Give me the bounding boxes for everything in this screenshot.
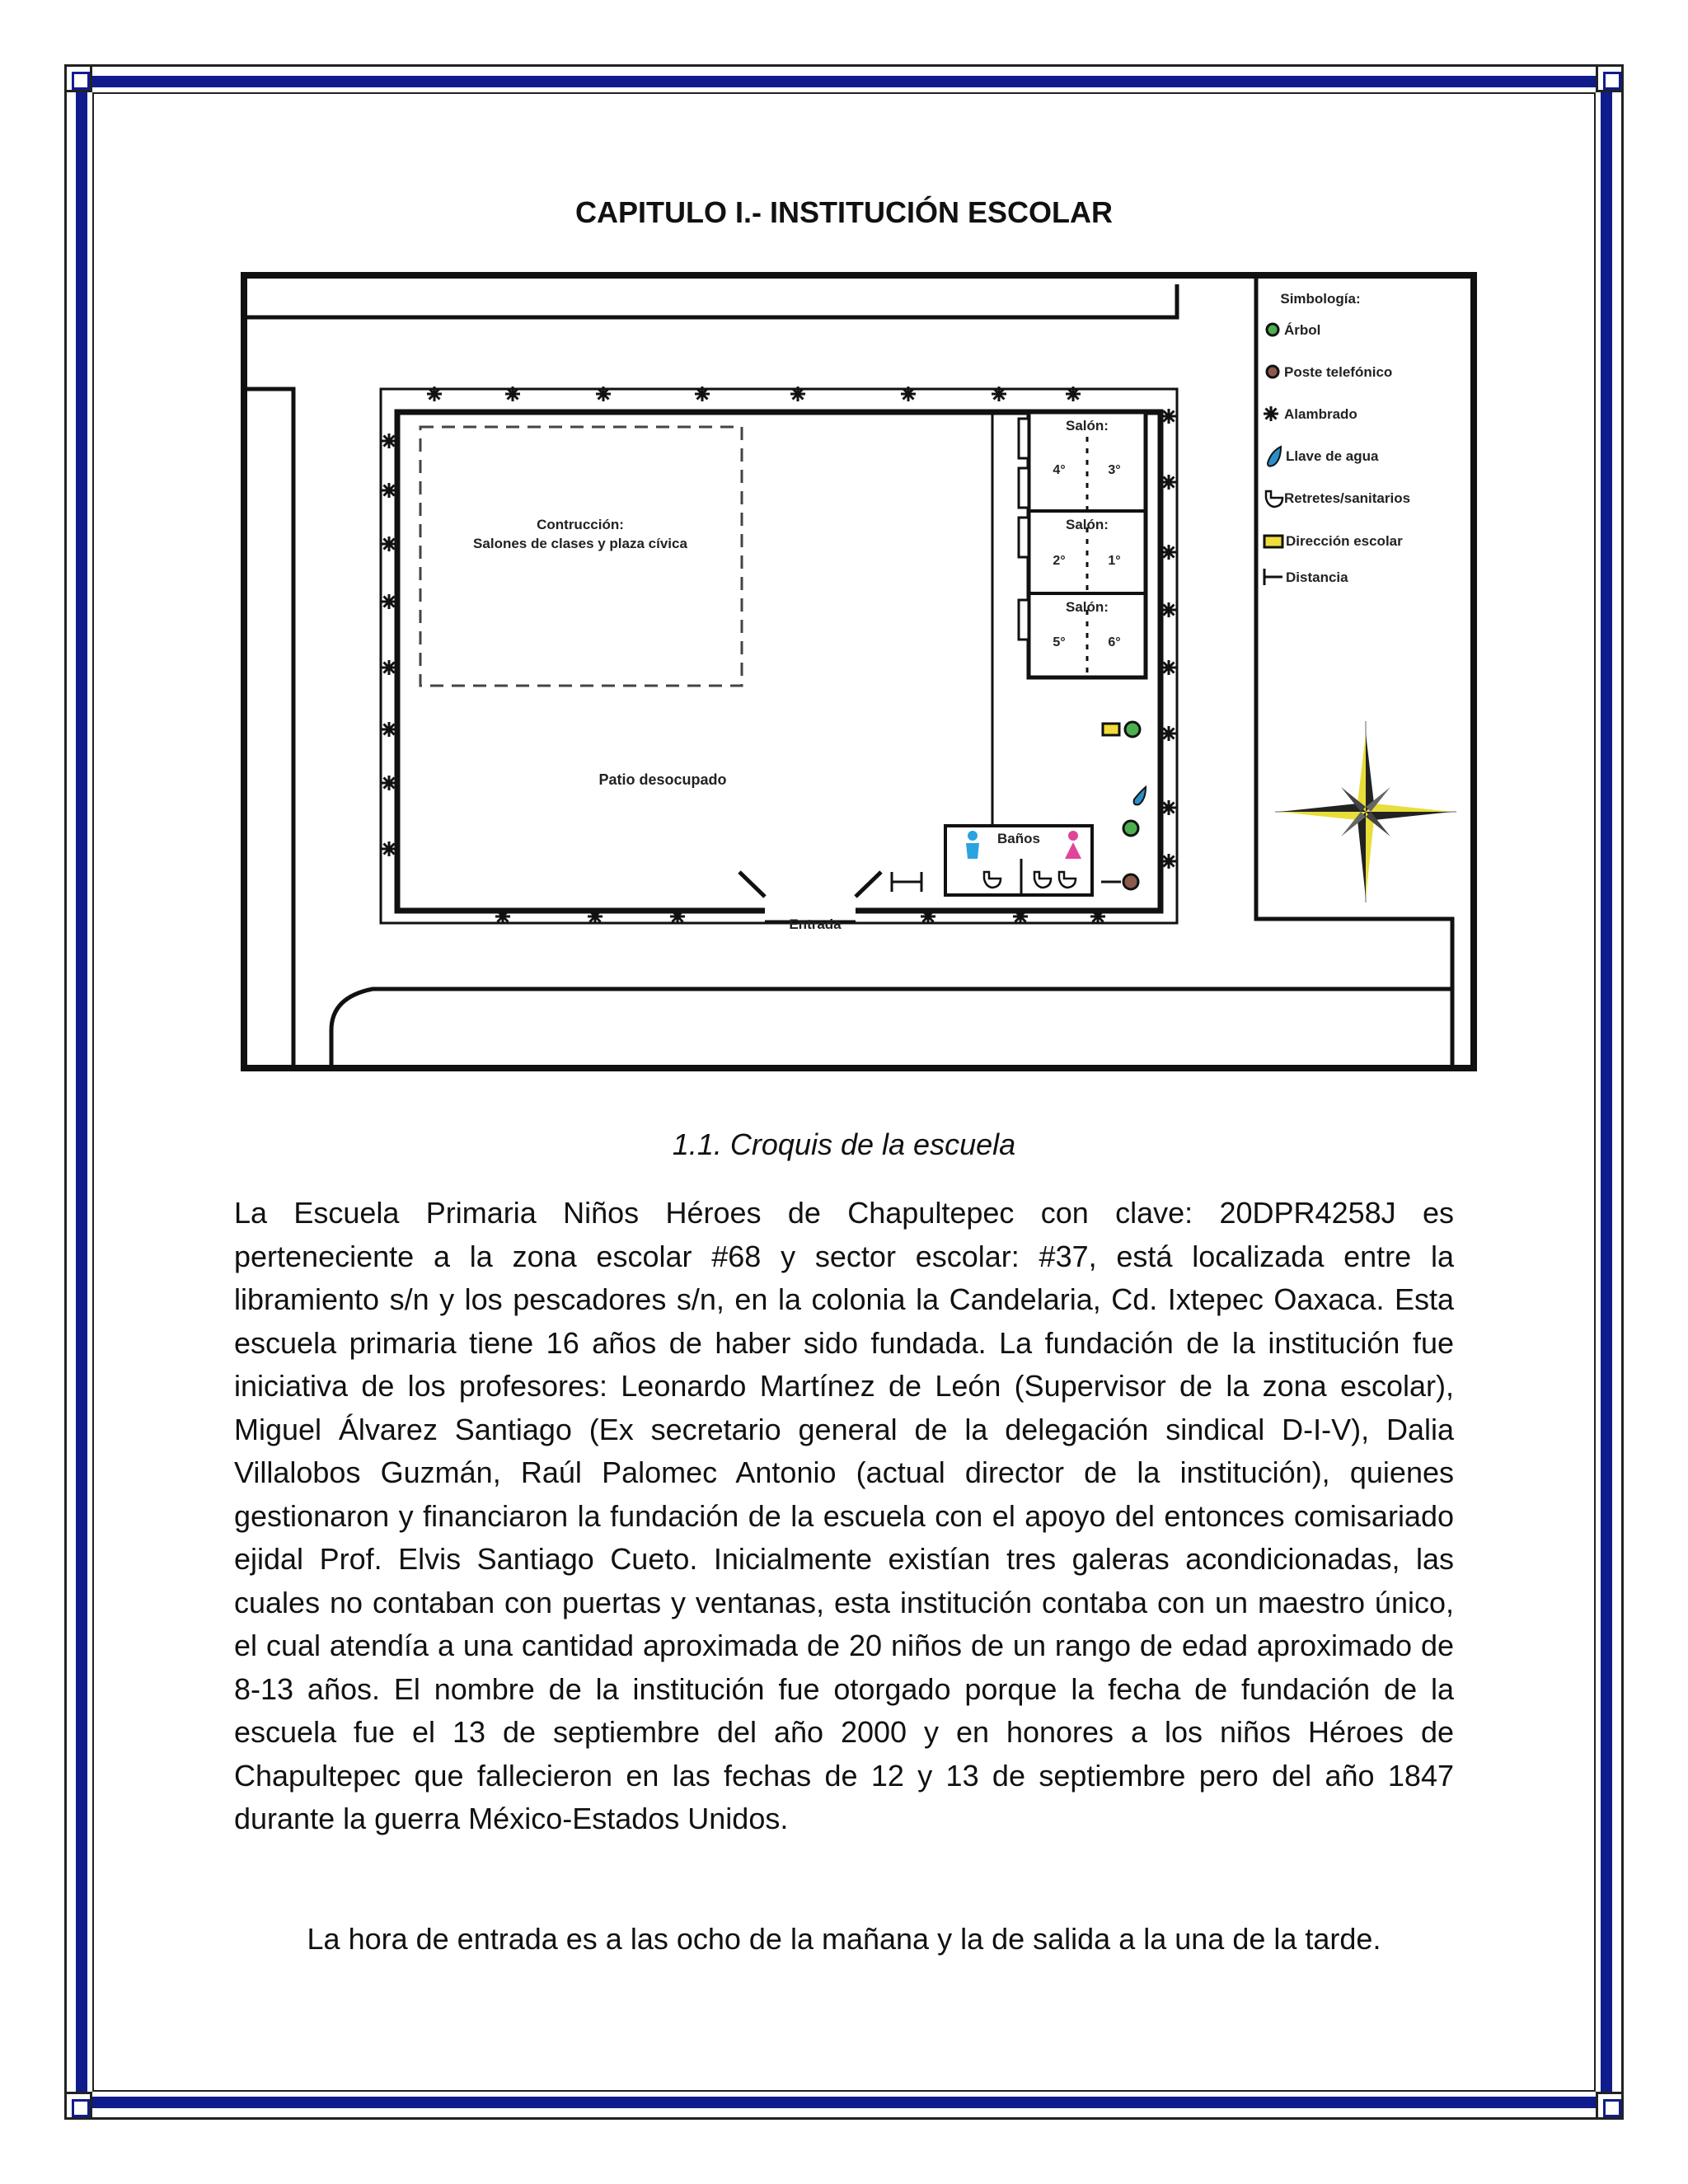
construction-subtitle: Salones de clases y plaza cívica — [473, 536, 687, 551]
legend-title: Simbología: — [1280, 291, 1361, 307]
salon-1-left: 4° — [1053, 463, 1066, 477]
office-icon — [1103, 724, 1119, 735]
salon-2-right: 1° — [1108, 554, 1121, 568]
office-icon — [1264, 536, 1282, 547]
salon-1-label: Salón: — [1066, 418, 1109, 434]
bathrooms-label: Baños — [997, 831, 1040, 846]
legend-distance: Distancia — [1286, 569, 1348, 585]
frame-corner-bottom-right — [1596, 2092, 1624, 2120]
figure-caption: 1.1. Croquis de la escuela — [672, 1127, 1016, 1161]
salon-3-left: 5° — [1053, 635, 1066, 649]
legend-office: Dirección escolar — [1286, 533, 1403, 549]
body-paragraph-schedule: La hora de entrada es a las ocho de la mañana y la de salida a la una de la tarde. — [307, 1922, 1381, 1956]
tree-icon — [1267, 324, 1278, 335]
male-icon — [966, 831, 979, 859]
patio-label: Patio desocupado — [598, 771, 727, 788]
phone-pole-icon — [1267, 366, 1278, 377]
salon-2-label: Salón: — [1066, 517, 1109, 532]
frame-corner-top-left — [64, 64, 92, 92]
salon-1-right: 3° — [1108, 463, 1121, 477]
legend-tree: Árbol — [1284, 322, 1321, 338]
legend-pole: Poste telefónico — [1284, 364, 1393, 380]
legend-toilet: Retretes/sanitarios — [1284, 490, 1411, 506]
frame-corner-bottom-left — [64, 2092, 92, 2120]
page-title: CAPITULO I.- INSTITUCIÓN ESCOLAR — [575, 195, 1113, 229]
legend-fence: Alambrado — [1284, 406, 1357, 422]
entrance-label: Entrada — [789, 916, 842, 932]
fence-icon — [1264, 406, 1278, 421]
tree-icon — [1125, 722, 1140, 737]
salon-2-left: 2° — [1053, 554, 1066, 568]
school-map — [241, 272, 1477, 1071]
salon-3-label: Salón: — [1066, 599, 1109, 615]
salon-3-right: 6° — [1108, 635, 1121, 649]
construction-title: Contrucción: — [537, 517, 624, 532]
frame-corner-top-right — [1596, 64, 1624, 92]
school-map-svg — [241, 272, 1477, 1071]
tree-icon — [1123, 821, 1138, 836]
phone-pole-icon — [1123, 874, 1138, 889]
legend-water: Llave de agua — [1286, 448, 1379, 464]
body-paragraph: La Escuela Primaria Niños Héroes de Chapultepec con clave: 20DPR4258J es perteneciente a la zona escolar #68 y sector escolar: #37, está localizada entre la libramiento s/n y los pescadores s/n, en la colonia la Candelaria, Cd. Ixtepec Oaxaca. Esta escuela primaria tiene 16 años de haber sido fundada. La fundación de la institución fue iniciativa de los profesores: Leonardo Martínez de León (Supervisor de la zona escolar), Miguel Álvarez Santiago (Ex secretario general de la delegación sindical D-I-V), Dalia Villalobos Guzmán, Raúl Palomec Antonio (actual director de la institución), quienes gestionaron y financiaron la fundación de la escuela con el apoyo del entonces comisariado ejidal Prof. Elvis Santiago Cueto. Inicialmente existían tres galeras acondicionadas, las cuales no contaban con puertas y ventanas, esta institución contaba con un maestro único, el cual atendía a una cantidad aproximada de 20 niños de un rango de edad aproximado de 8-13 años. El nombre de la institución fue otorgado porque la fecha de fundación de la escuela fue el 13 de septiembre del año 2000 y en honores a los niños Héroes de Chapultepec que fallecieron en las fechas de 12 y 13 de septiembre pero del año 1847 durante la guerra México-Estados Unidos. — [234, 1196, 1454, 1835]
